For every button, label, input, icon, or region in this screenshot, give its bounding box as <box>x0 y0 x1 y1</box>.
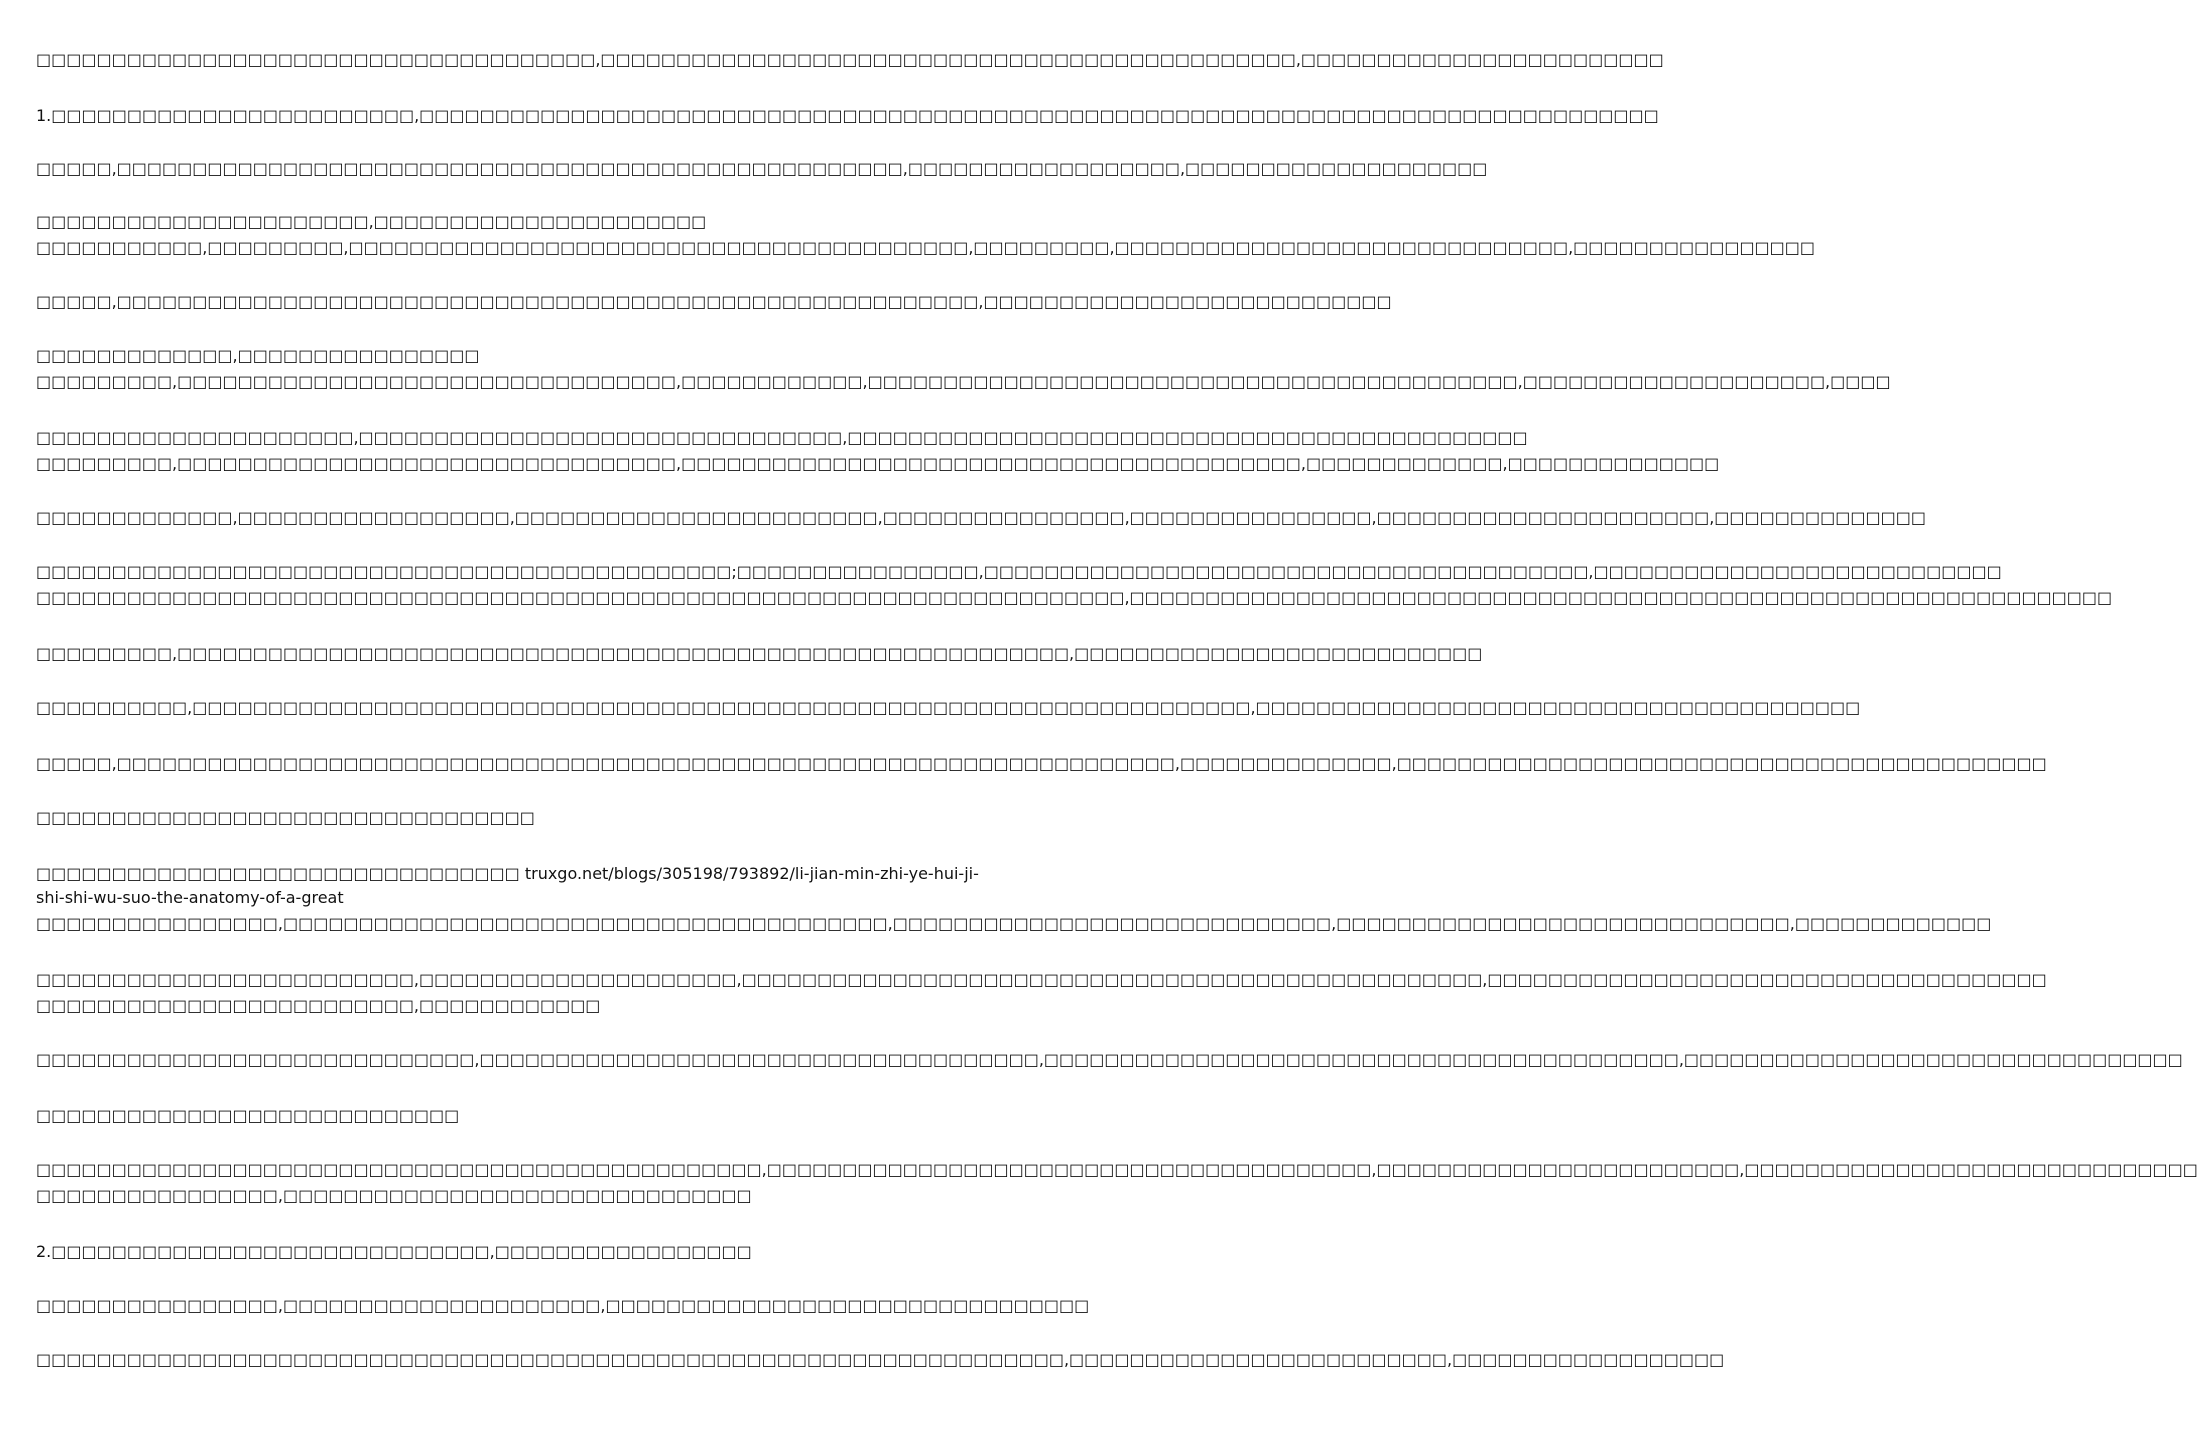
paragraph-8: □□□□□□□□□,□□□□□□□□□□□□□□□□□□□□□□□□□□□□□□□□□,□□□□□□□□□□□□,□□□□□□□□□□□□□□□□□□□□□□□□□□□□□□□□□□□□□□□□□□□,□□□□□□□□□□□□□□□□□□□□,□□□□ <box>36 372 1891 391</box>
paragraph-12: □□□□□□□□□□□□□□□□□□□□□□□□□□□□□□□□□□□□□□□□□□□□□□;□□□□□□□□□□□□□□□□,□□□□□□□□□□□□□□□□□□□□□□□□□□□□□□□□□□□□□□□□,□□□□□□□□□□□□□□□□□□□□□□□□□□□ <box>36 562 2002 581</box>
paragraph-7: □□□□□□□□□□□□□,□□□□□□□□□□□□□□□□ <box>36 346 480 365</box>
paragraph-20: □□□□□□□□□□□□□□□□□□□□□□□□□,□□□□□□□□□□□□□□□□□□□□□,□□□□□□□□□□□□□□□□□□□□□□□□□□□□□□□□□□□□□□□□□□□□□□□□□,□□□□□□□□□□□□□□□□□□□□□□□□□□□□□□□□□□□□□ <box>36 970 2047 989</box>
paragraph-6: □□□□□,□□□□□□□□□□□□□□□□□□□□□□□□□□□□□□□□□□□□□□□□□□□□□□□□□□□□□□□□□,□□□□□□□□□□□□□□□□□□□□□□□□□□□ <box>36 292 1392 311</box>
paragraph-24: □□□□□□□□□□□□□□□□□□□□□□□□□□□□□□□□□□□□□□□□□□□□□□□□,□□□□□□□□□□□□□□□□□□□□□□□□□□□□□□□□□□□□□□□□,□□□□□□□□□□□□□□□□□□□□□□□□,□□□□□□□□□□□□□□□□□□□□□□□□□□□□□□ <box>36 1160 2198 1179</box>
paragraph-17: □□□□□□□□□□□□□□□□□□□□□□□□□□□□□□□□□ <box>36 808 535 827</box>
paragraph-28: □□□□□□□□□□□□□□□□□□□□□□□□□□□□□□□□□□□□□□□□□□□□□□□□□□□□□□□□□□□□□□□□□□□□,□□□□□□□□□□□□□□□□□□□□□□□□□,□□□□□□□□□□□□□□□□□□ <box>36 1350 1725 1369</box>
paragraph-15: □□□□□□□□□□,□□□□□□□□□□□□□□□□□□□□□□□□□□□□□□□□□□□□□□□□□□□□□□□□□□□□□□□□□□□□□□□□□□□□□□,□□□□□□□□□□□□□□□□□□□□□□□□□□□□□□□□□□□□□□□□ <box>36 698 1861 717</box>
paragraph-16: □□□□□,□□□□□□□□□□□□□□□□□□□□□□□□□□□□□□□□□□□□□□□□□□□□□□□□□□□□□□□□□□□□□□□□□□□□□□,□□□□□□□□□□□□□□,□□□□□□□□□□□□□□□□□□□□□□□□□□□□□□□□□□□□□□□□□□□ <box>36 754 2047 773</box>
paragraph-18-with-link: □□□□□□□□□□□□□□□□□□□□□□□□□□□□□□□□ truxgo.net/blogs/305198/793892/li-jian-min-zhi-ye-hui-ji-shi-shi-wu-suo-the-anatomy-of-a-great <box>36 864 979 907</box>
paragraph-11: □□□□□□□□□□□□□,□□□□□□□□□□□□□□□□□□,□□□□□□□□□□□□□□□□□□□□□□□□,□□□□□□□□□□□□□□□□,□□□□□□□□□□□□□□□□,□□□□□□□□□□□□□□□□□□□□□□,□□□□□□□□□□□□□□ <box>36 508 1926 527</box>
paragraph-1: □□□□□□□□□□□□□□□□□□□□□□□□□□□□□□□□□□□□□,□□□□□□□□□□□□□□□□□□□□□□□□□□□□□□□□□□□□□□□□□□□□□□,□□□□□□□□□□□□□□□□□□□□□□□□ <box>36 50 1664 69</box>
paragraph-19: □□□□□□□□□□□□□□□□,□□□□□□□□□□□□□□□□□□□□□□□□□□□□□□□□□□□□□□□□,□□□□□□□□□□□□□□□□□□□□□□□□□□□□□,□□□□□□□□□□□□□□□□□□□□□□□□□□□□□□,□□□□□□□□□□□□□ <box>36 914 1992 933</box>
paragraph-9: □□□□□□□□□□□□□□□□□□□□□,□□□□□□□□□□□□□□□□□□□□□□□□□□□□□□□□,□□□□□□□□□□□□□□□□□□□□□□□□□□□□□□□□□□□□□□□□□□□□□ <box>36 428 1528 447</box>
paragraph-2: 1.□□□□□□□□□□□□□□□□□□□□□□□□,□□□□□□□□□□□□□□□□□□□□□□□□□□□□□□□□□□□□□□□□□□□□□□□□□□□□□□□□□□□□□□□□□□□□□□□□□□□□□□□□□□ <box>36 106 1659 125</box>
paragraph-10: □□□□□□□□□,□□□□□□□□□□□□□□□□□□□□□□□□□□□□□□□□□,□□□□□□□□□□□□□□□□□□□□□□□□□□□□□□□□□□□□□□□□□,□□□□□□□□□□□□□,□□□□□□□□□□□□□□ <box>36 454 1720 473</box>
paragraph-21: □□□□□□□□□□□□□□□□□□□□□□□□□,□□□□□□□□□□□□ <box>36 996 601 1015</box>
paragraph-13: □□□□□□□□□□□□□□□□□□□□□□□□□□□□□□□□□□□□□□□□□□□□□□□□□□□□□□□□□□□□□□□□□□□□□□□□,□□□□□□□□□□□□□□□□□□□□□□□□□□□□□□□□□□□□□□□□□□□□□□□□□□□□□□□□□□□□□□□□□ <box>36 588 2113 607</box>
paragraph-27: □□□□□□□□□□□□□□□□,□□□□□□□□□□□□□□□□□□□□□,□□□□□□□□□□□□□□□□□□□□□□□□□□□□□□□□ <box>36 1296 1090 1315</box>
paragraph-5: □□□□□□□□□□□,□□□□□□□□□,□□□□□□□□□□□□□□□□□□□□□□□□□□□□□□□□□□□□□□□□□,□□□□□□□□□,□□□□□□□□□□□□□□□□□□□□□□□□□□□□□□,□□□□□□□□□□□□□□□□ <box>36 238 1816 257</box>
paragraph-22: □□□□□□□□□□□□□□□□□□□□□□□□□□□□□,□□□□□□□□□□□□□□□□□□□□□□□□□□□□□□□□□□□□□,□□□□□□□□□□□□□□□□□□□□□□□□□□□□□□□□□□□□□□□□□□,□□□□□□□□□□□□□□□□□□□□□□□□□□□□□□□□□ <box>36 1050 2183 1069</box>
paragraph-23: □□□□□□□□□□□□□□□□□□□□□□□□□□□□ <box>36 1106 460 1125</box>
paragraph-3: □□□□□,□□□□□□□□□□□□□□□□□□□□□□□□□□□□□□□□□□□□□□□□□□□□□□□□□□□□,□□□□□□□□□□□□□□□□□□,□□□□□□□□□□□□□□□□□□□□ <box>36 159 1488 178</box>
paragraph-14: □□□□□□□□□,□□□□□□□□□□□□□□□□□□□□□□□□□□□□□□□□□□□□□□□□□□□□□□□□□□□□□□□□□□□,□□□□□□□□□□□□□□□□□□□□□□□□□□□ <box>36 644 1483 663</box>
paragraph-26: 2.□□□□□□□□□□□□□□□□□□□□□□□□□□□□□,□□□□□□□□□□□□□□□□□ <box>36 1242 752 1261</box>
paragraph-25: □□□□□□□□□□□□□□□□,□□□□□□□□□□□□□□□□□□□□□□□□□□□□□□□ <box>36 1186 752 1205</box>
paragraph-4: □□□□□□□□□□□□□□□□□□□□□□,□□□□□□□□□□□□□□□□□□□□□□ <box>36 212 707 231</box>
